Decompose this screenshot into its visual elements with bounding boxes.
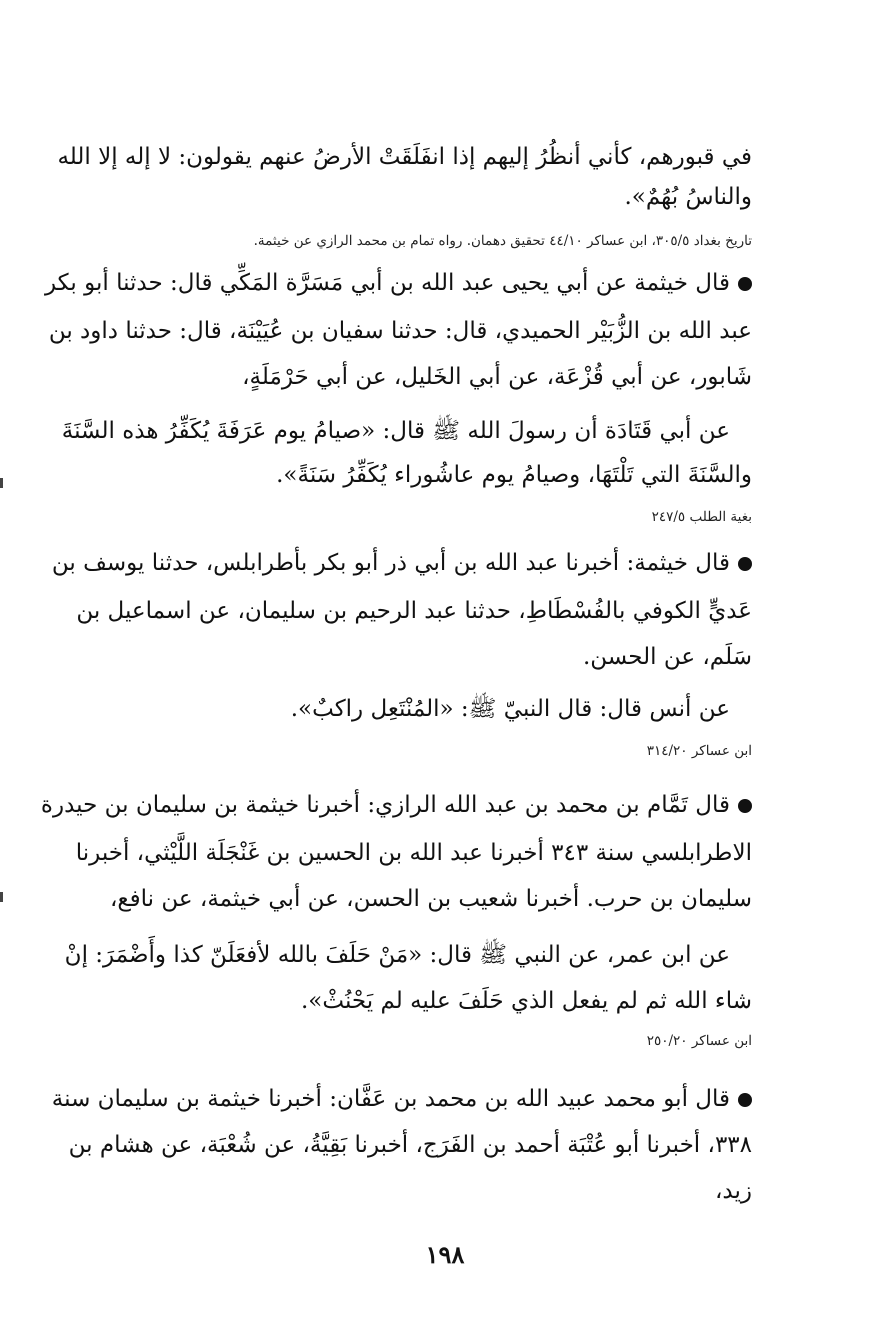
hadith-matn-line: شاء الله ثم لم يفعل الذي حَلَفَ عليه لم يَحْنُثْ». xyxy=(300,988,752,1014)
bullet-icon xyxy=(738,557,752,571)
bullet-icon xyxy=(738,1093,752,1107)
hadith-isnad-line: الاطرابلسي سنة ٣٤٣ أخبرنا عبد الله بن الحسين بن غَنْجَلَة اللَّيْثي، أخبرنا xyxy=(75,840,752,866)
hadith-isnad-line: عبد الله بن الزُّبَيْر الحميدي، قال: حدثنا سفيان بن عُيَيْنَة، قال: حدثنا داود بن xyxy=(48,318,752,344)
hadith-isnad-line: سليمان بن حرب. أخبرنا شعيب بن الحسن، عن أبي خيثمة، عن نافع، xyxy=(109,886,752,912)
source-reference: ابن عساكر ٣١٤/٢٠ xyxy=(646,743,752,759)
scan-edge-mark xyxy=(0,478,3,488)
hadith-isnad-line xyxy=(51,1084,752,1114)
source-reference: بغية الطلب ٢٤٧/٥ xyxy=(651,509,752,525)
hadith-matn-line: والسَّنَةَ التي تَلْتَهَا، وصيامُ يوم عاشُوراء يُكَفِّرُ سَنَةً». xyxy=(276,462,752,488)
bullet-icon xyxy=(738,799,752,813)
source-reference: ابن عساكر ٢٥٠/٢٠ xyxy=(646,1033,752,1049)
isnad-text: قال تَمَّام بن محمد بن عبد الله الرازي: أخبرنا خيثمة بن سليمان بن حيدرة xyxy=(40,792,730,818)
hadith-matn-line: عن أبي قَتَادَة أن رسولَ الله ﷺ قال: «صيامُ يوم عَرَفَةَ يُكَفِّرُ هذه السَّنَةَ xyxy=(61,418,730,444)
hadith-isnad-line: شَابور، عن أبي قُزْعَة، عن أبي الخَليل، عن أبي حَرْمَلَةٍ، xyxy=(242,364,752,390)
text-line: والناسُ بُهُمٌ». xyxy=(624,184,752,210)
bullet-icon xyxy=(738,277,752,291)
scan-edge-mark xyxy=(0,892,3,902)
hadith-isnad-line: ٣٣٨، أخبرنا أبو عُتْبَة أحمد بن الفَرَج، أخبرنا بَقِيَّةُ، عن شُعْبَة، عن هشام بن xyxy=(68,1132,752,1158)
text-line: في قبورهم، كأني أنظُرُ إليهم إذا انفَلَقَتْ الأرضُ عنهم يقولون: لا إله إلا الله xyxy=(57,144,752,170)
isnad-text: قال خيثمة عن أبي يحيى عبد الله بن أبي مَسَرَّة المَكِّي قال: حدثنا أبو بكر xyxy=(44,270,730,296)
hadith-matn-line: عن ابن عمر، عن النبي ﷺ قال: «مَنْ حَلَفَ بالله لأفعَلَنّ كذا وأَضْمَرَ: إنْ xyxy=(64,942,730,968)
page-number: ١٩٨ xyxy=(425,1240,465,1269)
isnad-text: قال خيثمة: أخبرنا عبد الله بن أبي ذر أبو بكر بأطرابلس، حدثنا يوسف بن xyxy=(51,550,730,576)
source-reference: تاريخ بغداد ٣٠٥/٥، ابن عساكر ٤٤/١٠ تحقيق دهمان. رواه تمام بن محمد الرازي عن خيثمة. xyxy=(253,233,752,249)
hadith-isnad-line: سَلَم، عن الحسن. xyxy=(582,644,752,670)
hadith-isnad-line xyxy=(44,268,752,298)
hadith-isnad-line: عَديٍّ الكوفي بالفُسْطَاطِ، حدثنا عبد الرحيم بن سليمان، عن اسماعيل بن xyxy=(76,598,752,624)
isnad-text: قال أبو محمد عبيد الله بن محمد بن عَفَّان: أخبرنا خيثمة بن سليمان سنة xyxy=(51,1086,730,1112)
hadith-isnad-line xyxy=(51,548,752,578)
hadith-isnad-line xyxy=(40,790,752,820)
hadith-matn-line: عن أنس قال: قال النبيّ ﷺ: «المُنْتَعِل راكبٌ». xyxy=(290,696,730,722)
hadith-isnad-line: زيد، xyxy=(714,1178,752,1204)
